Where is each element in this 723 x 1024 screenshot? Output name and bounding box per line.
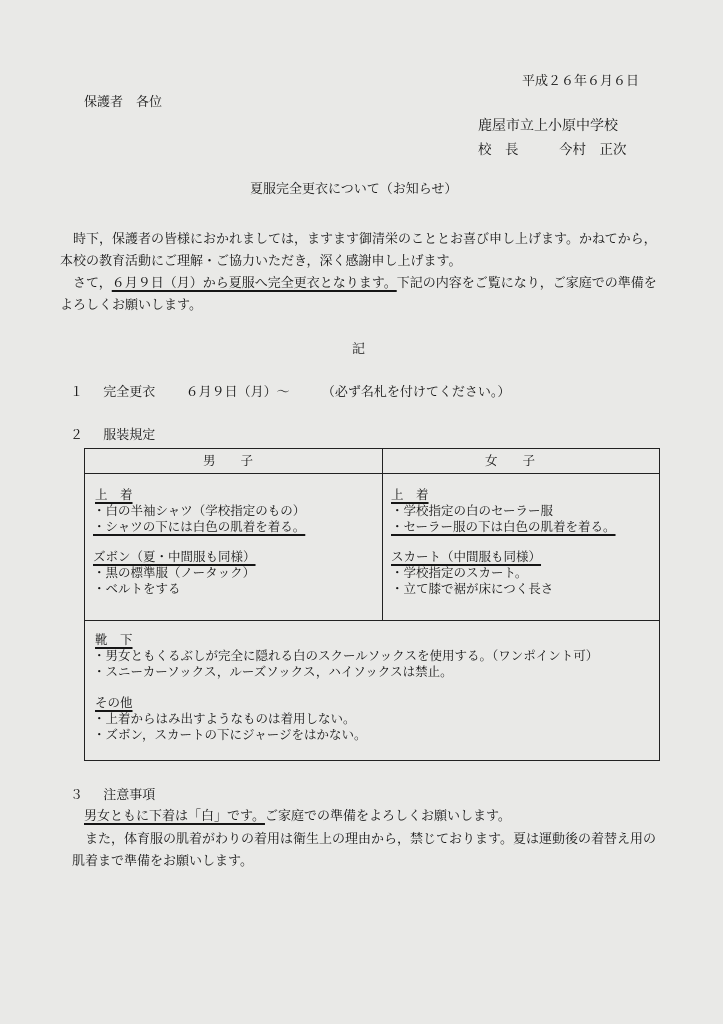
- boys-top-line-2: ・シャツの下には白色の肌着を着る。: [93, 519, 306, 534]
- school-name: 鹿屋市立上小原中学校: [478, 118, 618, 134]
- girls-column-header: 女 子: [485, 453, 536, 468]
- notes-line-1: [84, 806, 684, 828]
- socks-line-1: ・男女ともくるぶしが完全に隠れる白のスクールソックスを使用する。（ワンポイント可）: [93, 648, 599, 663]
- girls-top-line-2: ・セーラー服の下は白色の肌着を着る。: [391, 519, 616, 534]
- table-column-divider: [382, 449, 383, 620]
- ki-heading: 記: [352, 342, 366, 357]
- intro-p2-pre: さて，: [60, 276, 112, 291]
- socks-line-2: ・スニーカーソックス，ルーズソックス，ハイソックスは禁止。: [93, 664, 453, 679]
- section-2-heading: [70, 427, 155, 445]
- girls-top-title: 上 着: [391, 487, 429, 502]
- section-1: [70, 384, 510, 402]
- section-3-heading: [70, 787, 155, 805]
- girls-top-line-1: ・学校指定の白のセーラー服: [391, 503, 554, 518]
- intro-p2-post: 下記の内容をご覧になり，ご家庭での準備をよろしくお願いします。: [60, 276, 657, 313]
- boys-top-line-1: ・白の半袖シャツ（学校指定のもの）: [93, 503, 306, 518]
- other-line-2: ・ズボン，スカートの下にジャージをはかない。: [93, 727, 367, 742]
- intro-paragraph-2: [60, 273, 660, 316]
- table-header-divider: [85, 473, 659, 474]
- boys-bottom-title: ズボン（夏・中間服も同様）: [93, 549, 256, 564]
- intro-paragraph-1: 時下，保護者の皆様におかれましては，ますます御清栄のこととお喜び申し上げます。かねてから，本校の教育活動にご理解・ご協力いただき，深く感謝申し上げます。: [60, 232, 657, 269]
- section-2-label: 服装規定: [103, 428, 156, 443]
- girls-bottom-line-2: ・立て膝で裾が床につく長さ: [391, 581, 554, 596]
- boys-column-header: 男 子: [203, 453, 254, 468]
- notes-line-1-rest: ご家庭での準備をよろしくお願いします。: [264, 809, 511, 824]
- section-3-number: ３: [70, 788, 84, 803]
- girls-bottom-line-1: ・学校指定のスカート。: [391, 565, 528, 580]
- boys-bottom-line-1: ・黒の標準服（ノータック）: [93, 565, 256, 580]
- table-row-divider: [85, 620, 659, 621]
- underwear-white-highlight: 男女ともに下着は「白」です。: [84, 809, 265, 824]
- document-date: 平成２６年６月６日: [522, 74, 640, 89]
- boys-bottom-line-2: ・ベルトをする: [93, 581, 181, 596]
- boys-top-title: 上 着: [95, 487, 133, 502]
- section-1-number: １: [70, 385, 84, 400]
- document-title: 夏服完全更衣について（お知らせ）: [250, 182, 458, 197]
- switch-date-highlight: ６月９日（月）から夏服へ完全更衣となります。: [111, 276, 397, 291]
- girls-bottom-title: スカート（中間服も同様）: [391, 549, 542, 564]
- section-3-label: 注意事項: [103, 788, 156, 803]
- section-1-label: 完全更衣: [103, 385, 156, 400]
- other-title: その他: [95, 695, 133, 710]
- section-2-number: ２: [70, 428, 84, 443]
- notes-paragraph-2: また，体育服の肌着がわりの着用は衛生上の理由から，禁じております。夏は運動後の着替え用の肌着まで準備をお願いします。: [72, 832, 656, 869]
- other-line-1: ・上着からはみ出すようなものは着用しない。: [93, 711, 356, 726]
- dress-code-table: [84, 448, 660, 761]
- addressee: 保護者 各位: [84, 95, 163, 110]
- section-1-date: ６月９日（月）～: [185, 385, 290, 400]
- principal-name: 校 長 今村 正次: [478, 142, 627, 158]
- section-1-note: （必ず名札を付けてください。）: [321, 385, 511, 400]
- socks-title: 靴 下: [95, 632, 133, 647]
